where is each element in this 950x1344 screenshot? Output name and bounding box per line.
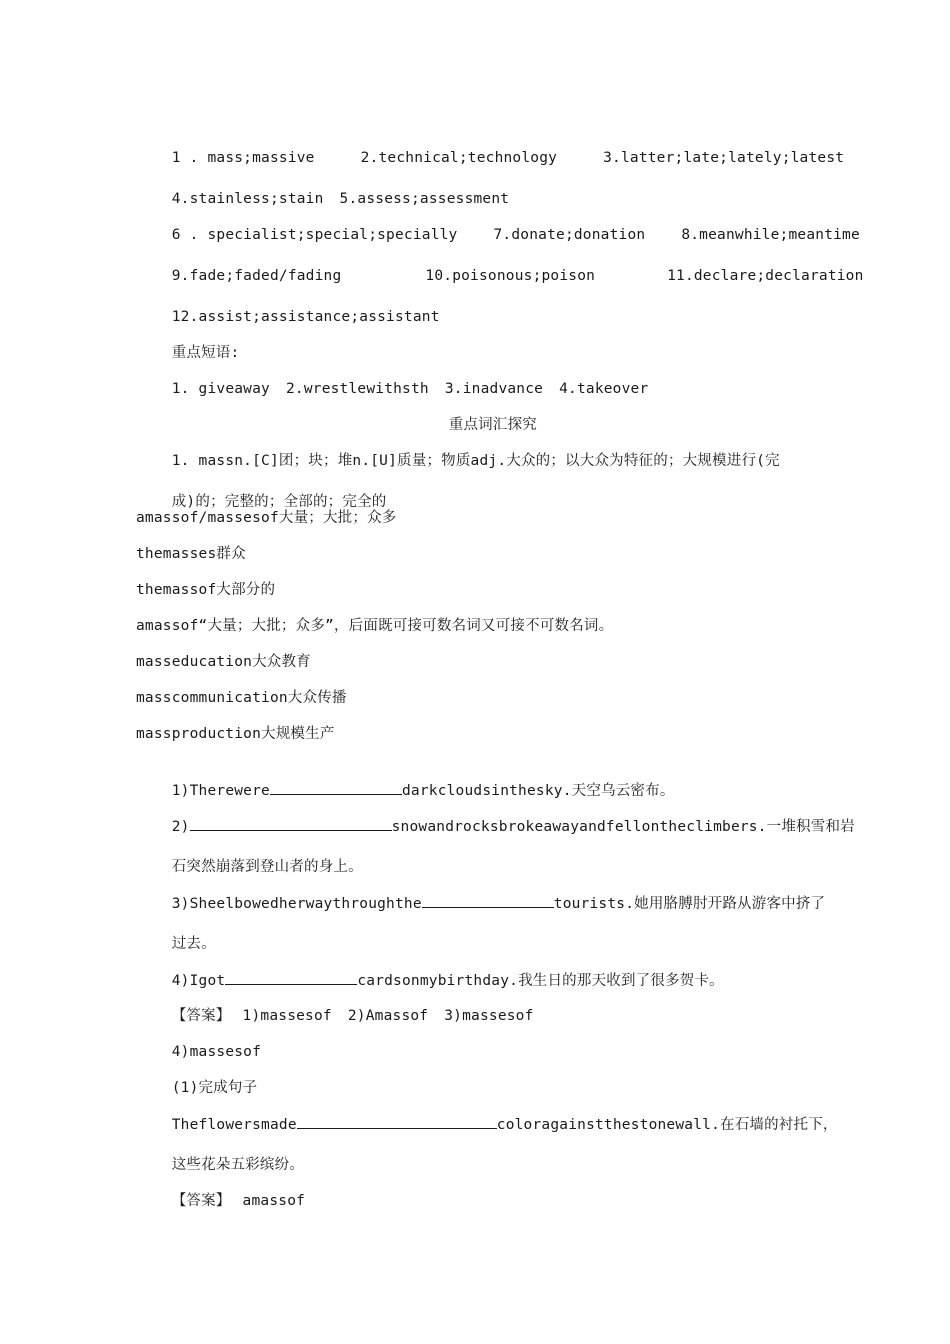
- phrases-heading: 重点短语:: [171, 345, 240, 361]
- answer-value: amassof: [242, 1193, 306, 1209]
- section-title: 重点词汇探究: [448, 417, 537, 433]
- answer-item: 10.poisonous;poison: [425, 268, 596, 284]
- usage-item: amassof“大量；大批；众多”，后面既可接可数名词又可接不可数名词。: [136, 618, 614, 634]
- phrase-item: 3.inadvance: [444, 381, 544, 397]
- answer-blank[interactable]: [225, 970, 357, 985]
- phrase-item: 2.wrestlewithsth: [285, 381, 429, 397]
- exercise-3: 3)Sheelbowedherwaythroughthe tourists.她用胳膊肘开路从游客中挤了: [136, 873, 825, 934]
- usage-item: themassof大部分的: [136, 582, 276, 598]
- answer-blank[interactable]: [297, 1114, 497, 1129]
- answer-item: 2.technical;technology: [360, 150, 558, 166]
- answer-value: 1)massesof: [242, 1008, 332, 1024]
- exercise-5: Theflowersmade coloragainstthestonewall.在石墙的衬托下，: [136, 1094, 838, 1155]
- usage-item: amassof/massesof大量；大批；众多: [136, 510, 397, 526]
- answer-item: 4.stainless;stain: [171, 191, 324, 207]
- phrase-item: 4.takeover: [559, 381, 649, 397]
- exercise-2: 2) snowandrocksbrokeawayandfellontheclimbers.一堆积雪和岩: [136, 796, 855, 857]
- answer-item: 3.latter;late;lately;latest: [603, 150, 845, 166]
- answer-label: 【答案】: [171, 1008, 231, 1024]
- answer-value: 3)massesof: [444, 1008, 534, 1024]
- answer-item: 1 . mass;massive: [171, 150, 315, 166]
- answer-key-2: [136, 1171, 305, 1231]
- answer-blank[interactable]: [422, 893, 554, 908]
- exercise-3-cont: 过去。: [171, 936, 216, 952]
- answer-item: 11.declare;declaration: [667, 268, 864, 284]
- answer-label: 【答案】: [171, 1193, 231, 1209]
- answer-key-1-cont: 4)massesof: [171, 1044, 262, 1060]
- exercise-5-cont: 这些花朵五彩缤纷。: [171, 1157, 305, 1173]
- usage-item: masseducation大众教育: [136, 654, 311, 670]
- usage-item: masscommunication大众传播: [136, 690, 347, 706]
- complete-heading: (1)完成句子: [171, 1080, 258, 1096]
- definition-line-cont: 成)的；完整的；全部的；完全的: [171, 494, 387, 510]
- answer-value: 2)Amassof: [347, 1008, 429, 1024]
- answer-item: 8.meanwhile;meantime: [681, 227, 860, 243]
- exercise-2-cont: 石突然崩落到登山者的身上。: [171, 859, 363, 875]
- definition-line: 1. massn.[C]团；块；堆n.[U]质量；物质adj.大众的；以大众为特征的；大规模进行(完: [171, 453, 780, 469]
- answer-item: 5.assess;assessment: [339, 191, 510, 207]
- exercise-1: 1)Therewere darkcloudsinthesky.天空乌云密布。: [136, 760, 675, 821]
- answer-blank[interactable]: [190, 816, 392, 831]
- usage-item: themasses群众: [136, 546, 246, 562]
- answer-item: 12.assist;assistance;assistant: [171, 309, 440, 325]
- usage-item: massproduction大规模生产: [136, 726, 335, 742]
- exercise-4: 4)Igot cardsonmybirthday.我生日的那天收到了很多贺卡。: [136, 950, 724, 1011]
- phrase-item: 1. giveaway: [171, 381, 270, 397]
- answer-blank[interactable]: [270, 780, 402, 795]
- answer-item: 6 . specialist;special;specially: [171, 227, 458, 243]
- answer-item: 7.donate;donation: [493, 227, 646, 243]
- answer-item: 9.fade;faded/fading: [171, 268, 342, 284]
